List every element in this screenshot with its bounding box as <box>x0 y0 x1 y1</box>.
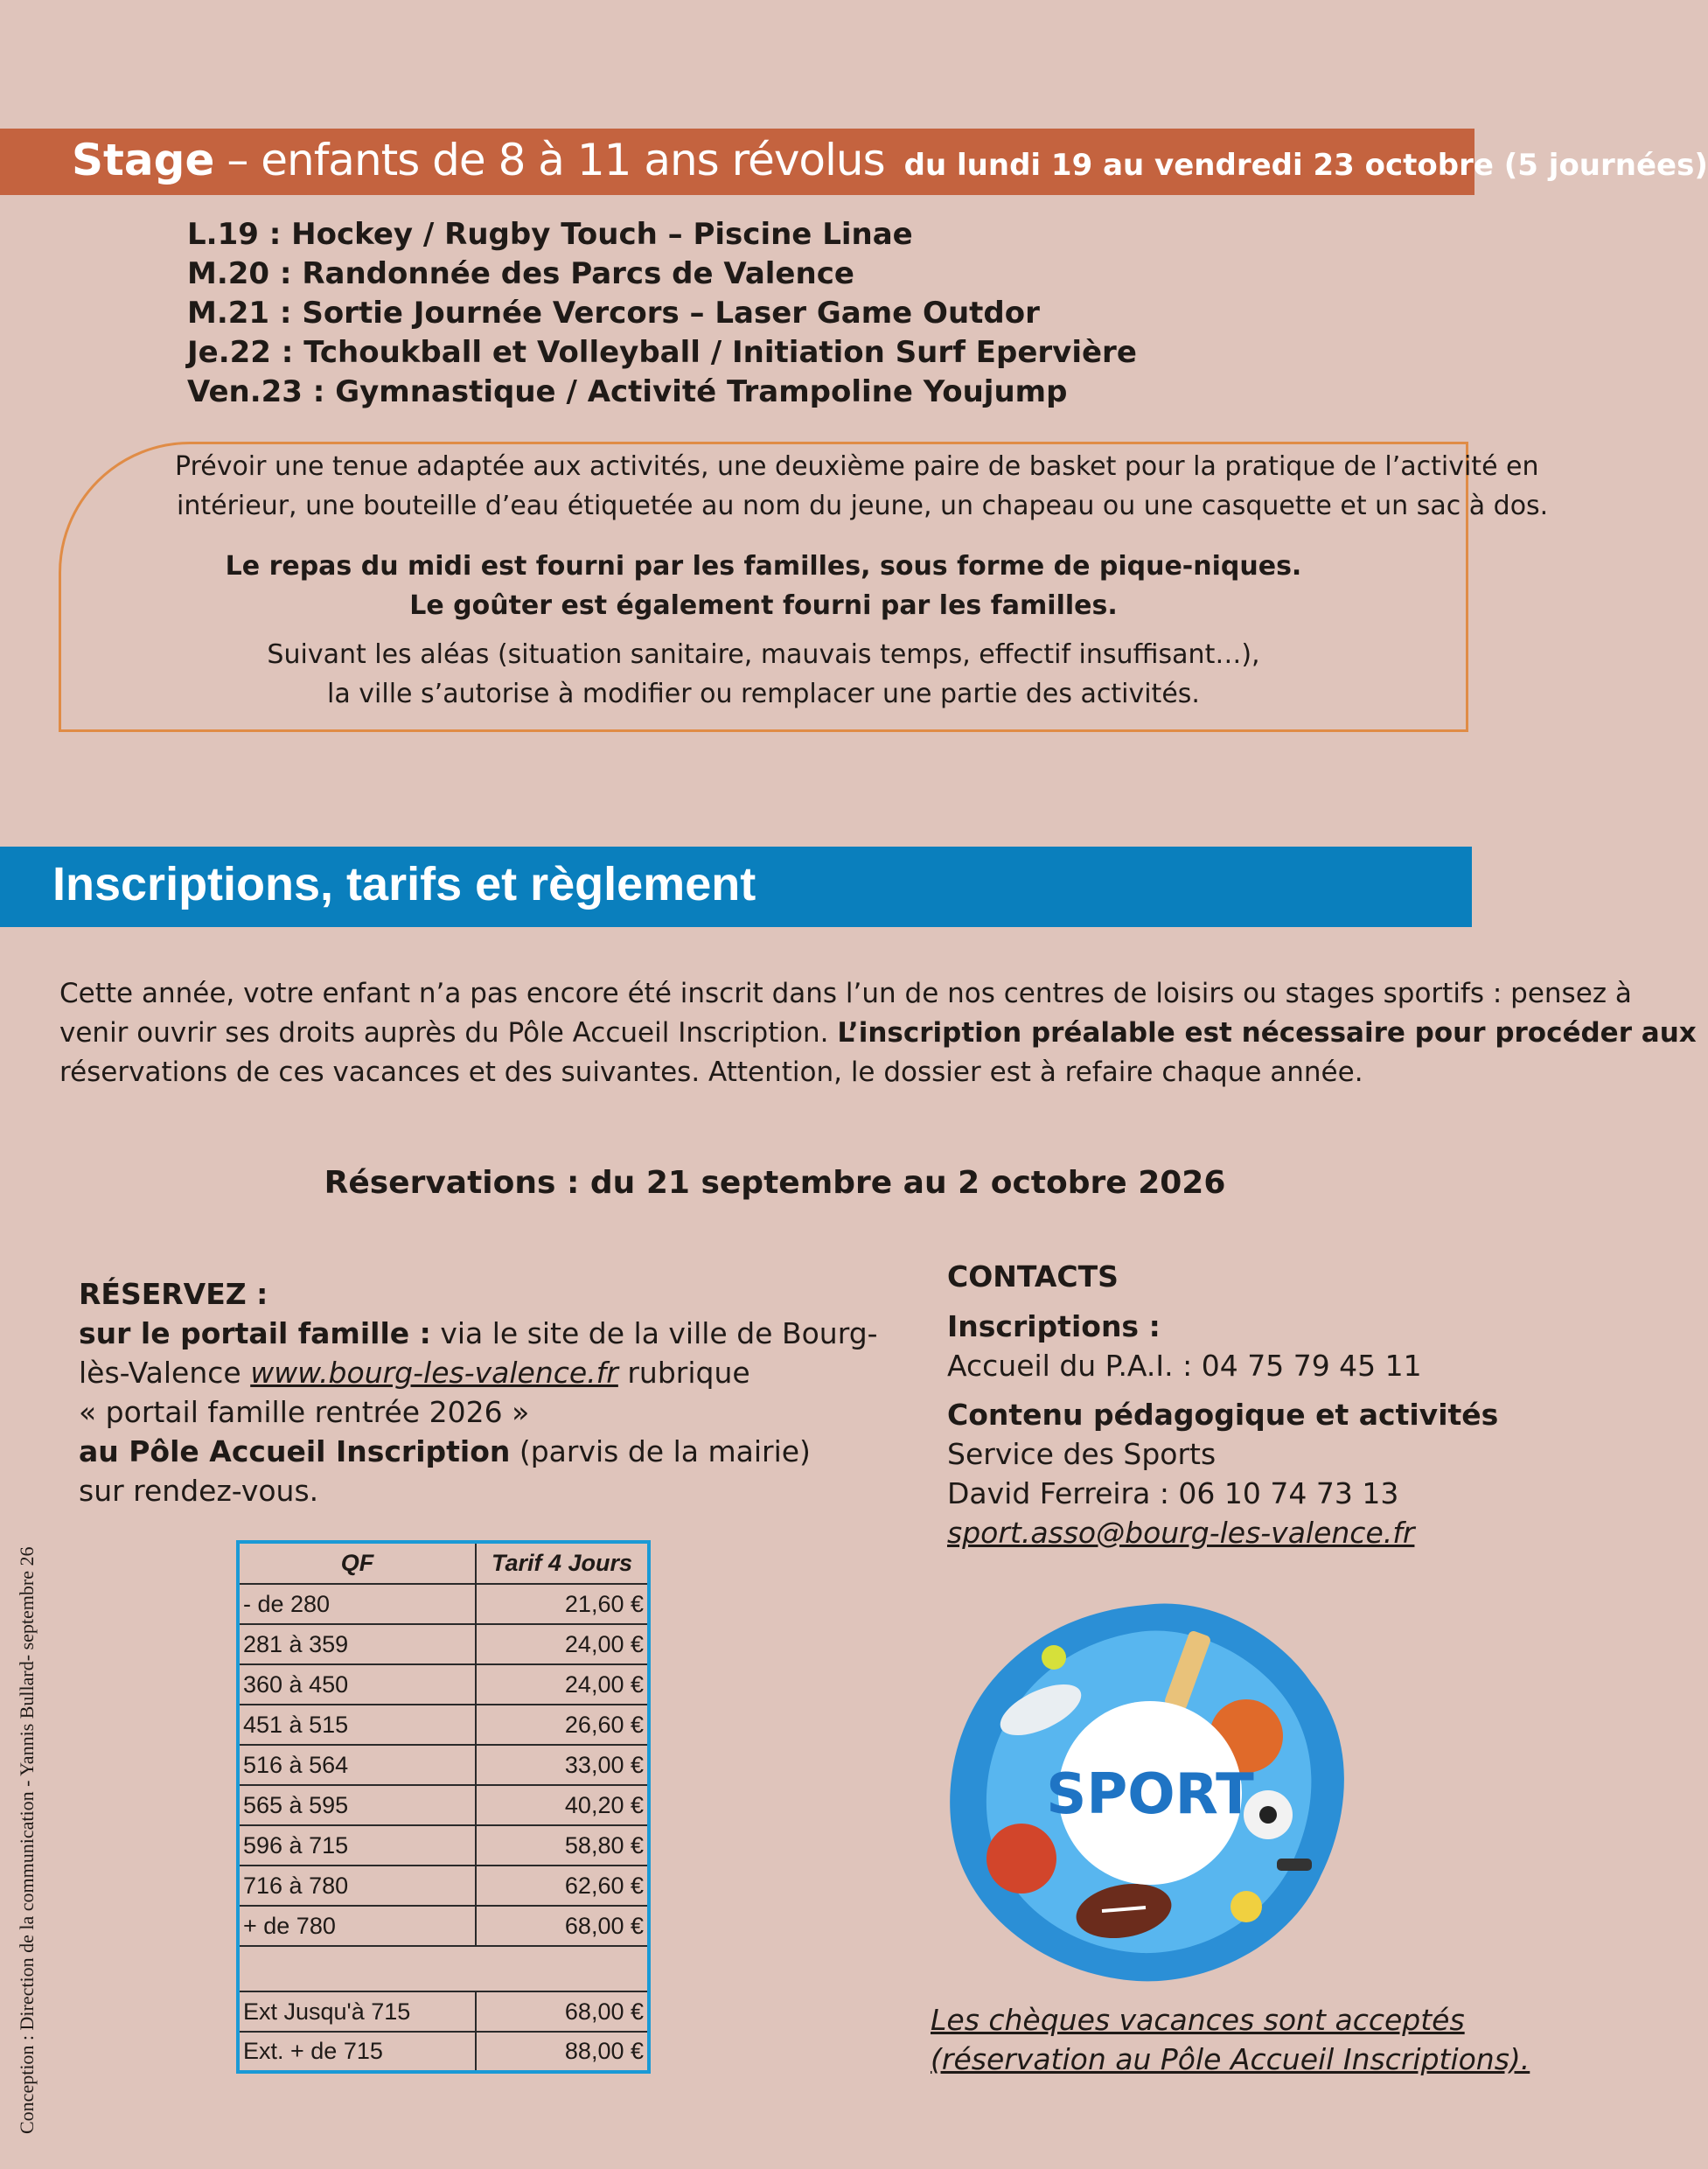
tarif-cell: 68,00 € <box>476 1906 649 1946</box>
insc-para-line-1: Cette année, votre enfant n’a pas encore été inscrit dans l’un de nos centres de loisirs ou stages sportifs : pensez à <box>59 978 1632 1009</box>
sport-logo <box>945 1596 1356 1990</box>
table-row <box>238 1705 649 1745</box>
qf-cell: - de 280 <box>238 1584 476 1624</box>
reservez-line-5: sur rendez-vous. <box>79 1474 319 1508</box>
stage-title-bold: Stage <box>72 135 215 185</box>
tarif-cell: 24,00 € <box>476 1624 649 1664</box>
reservez-line-2 <box>79 1356 750 1390</box>
notice-snack: Le goûter est également fourni par les familles. <box>409 590 1118 621</box>
inscriptions-title: Inscriptions, tarifs et règlement <box>52 858 756 910</box>
qf-cell: Ext. + de 715 <box>238 2032 476 2072</box>
stage-title-age: – enfants de 8 à 11 ans révolus <box>227 135 885 185</box>
table-spacer-row <box>238 1946 649 1991</box>
reservations-dates: Réservations : du 21 septembre au 2 octobre 2026 <box>324 1165 1226 1201</box>
pai-label: au Pôle Accueil Inscription <box>79 1434 511 1468</box>
qf-cell: 281 à 359 <box>238 1624 476 1664</box>
schedule-day-5: Ven.23 : Gymnastique / Activité Trampoline Youjump <box>187 374 1068 409</box>
insc-para-line-3: réservations de ces vacances et des suivantes. Attention, le dossier est à refaire chaque année. <box>59 1057 1363 1088</box>
insc-para-line-2b: L’inscription préalable est nécessaire pour procéder aux <box>837 1017 1697 1049</box>
city-website-link[interactable]: www.bourg-les-valence.fr <box>250 1356 618 1390</box>
schedule-day-2: M.20 : Randonnée des Parcs de Valence <box>187 256 854 291</box>
insc-para-line-2a: venir ouvrir ses droits auprès du Pôle Accueil Inscription. <box>59 1017 838 1049</box>
qf-cell: + de 780 <box>238 1906 476 1946</box>
contacts-email-link[interactable]: sport.asso@bourg-les-valence.fr <box>947 1516 1415 1550</box>
table-row <box>238 1825 649 1866</box>
tarif-cell: 68,00 € <box>476 1991 649 2032</box>
table-row <box>238 1866 649 1906</box>
credit-text: Conception : Direction de la communication - Yannis Bullard- septembre 26 <box>16 1546 38 2134</box>
cheques-line-2: (réservation au Pôle Accueil Inscriptions). <box>931 2042 1530 2076</box>
reservez-heading: RÉSERVEZ : <box>79 1277 268 1311</box>
tarif-cell: 26,60 € <box>476 1705 649 1745</box>
notice-line-1: Prévoir une tenue adaptée aux activités, une deuxième paire de basket pour la pratique de l’activité en <box>175 451 1539 482</box>
table-row <box>238 1745 649 1785</box>
table-row <box>238 1991 649 2032</box>
qf-cell: Ext Jusqu'à 715 <box>238 1991 476 2032</box>
tarif-cell: 24,00 € <box>476 1664 649 1705</box>
notice-line-4: la ville s’autorise à modifier ou remplacer une partie des activités. <box>327 679 1200 709</box>
table-row <box>238 2032 649 2072</box>
reservez-line-2-post: rubrique <box>617 1356 750 1390</box>
tarif-cell: 21,60 € <box>476 1584 649 1624</box>
table-row <box>238 1664 649 1705</box>
tarif-cell: 88,00 € <box>476 2032 649 2072</box>
qf-cell: 360 à 450 <box>238 1664 476 1705</box>
notice-line-3: Suivant les aléas (situation sanitaire, mauvais temps, effectif insuffisant…), <box>267 639 1260 670</box>
portal-text: via le site de la ville de Bourg- <box>430 1316 878 1350</box>
contacts-peda-phone: David Ferreira : 06 10 74 73 13 <box>947 1476 1399 1510</box>
header-tarif: Tarif 4 Jours <box>476 1542 649 1584</box>
portal-label: sur le portail famille : <box>79 1316 431 1350</box>
spacer-cell <box>238 1946 649 1991</box>
table-row <box>238 1584 649 1624</box>
qf-cell: 596 à 715 <box>238 1825 476 1866</box>
contacts-peda-label: Contenu pédagogique et activités <box>947 1398 1499 1432</box>
notice-lunch: Le repas du midi est fourni par les familles, sous forme de pique-niques. <box>225 551 1302 582</box>
reservez-line-2-pre: lès-Valence <box>79 1356 251 1390</box>
pai-text: (parvis de la mairie) <box>510 1434 811 1468</box>
header-qf: QF <box>238 1542 476 1584</box>
reservez-line-4 <box>79 1434 811 1468</box>
notice-line-2: intérieur, une bouteille d’eau étiquetée au nom du jeune, un chapeau ou une casquette et un sac à dos. <box>177 491 1549 521</box>
contacts-insc-phone: Accueil du P.A.I. : 04 75 79 45 11 <box>947 1349 1422 1383</box>
contacts-email-wrap <box>947 1516 1414 1550</box>
contacts-insc-label: Inscriptions : <box>947 1309 1161 1343</box>
tarif-table <box>236 1540 651 2074</box>
contacts-peda-service: Service des Sports <box>947 1437 1217 1471</box>
stage-dates: du lundi 19 au vendredi 23 octobre (5 journées) <box>903 148 1708 183</box>
schedule-day-1: L.19 : Hockey / Rugby Touch – Piscine Linae <box>187 217 913 252</box>
reservez-line-1 <box>79 1316 878 1350</box>
qf-cell: 451 à 515 <box>238 1705 476 1745</box>
sport-logo-text: SPORT <box>1046 1762 1254 1827</box>
qf-cell: 565 à 595 <box>238 1785 476 1825</box>
table-row <box>238 1624 649 1664</box>
tarif-cell: 33,00 € <box>476 1745 649 1785</box>
contacts-heading: CONTACTS <box>947 1259 1119 1294</box>
tarif-cell: 62,60 € <box>476 1866 649 1906</box>
table-header-row <box>238 1542 649 1584</box>
table-row <box>238 1785 649 1825</box>
table-row <box>238 1906 649 1946</box>
schedule-day-3: M.21 : Sortie Journée Vercors – Laser Game Outdor <box>187 296 1040 331</box>
stage-title <box>72 135 1708 185</box>
qf-cell: 516 à 564 <box>238 1745 476 1785</box>
insc-para-line-2 <box>59 1017 1697 1049</box>
cheques-line-1: Les chèques vacances sont acceptés <box>931 2003 1465 2037</box>
tarif-cell: 58,80 € <box>476 1825 649 1866</box>
schedule-day-4: Je.22 : Tchoukball et Volleyball / Initiation Surf Epervière <box>187 335 1137 370</box>
qf-cell: 716 à 780 <box>238 1866 476 1906</box>
tarif-cell: 40,20 € <box>476 1785 649 1825</box>
reservez-line-3: « portail famille rentrée 2026 » <box>79 1395 530 1429</box>
